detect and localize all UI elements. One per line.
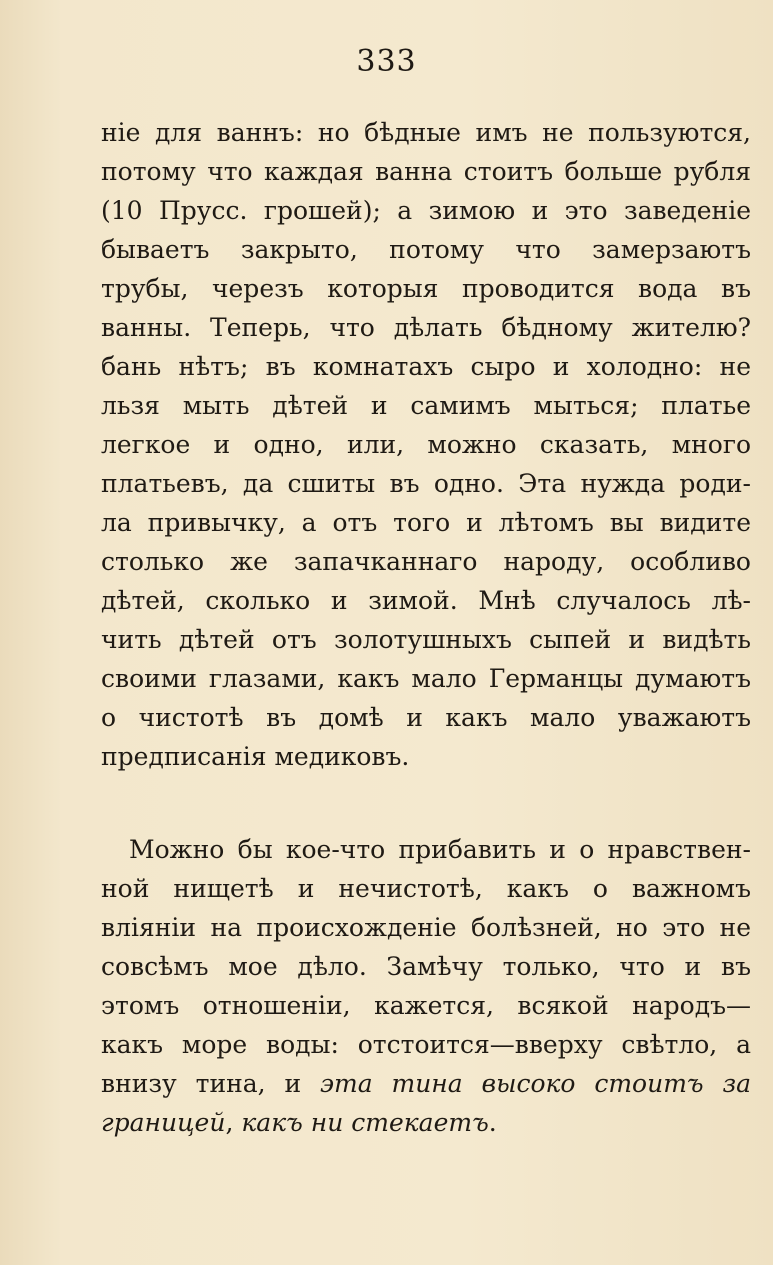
text-line: о чистотѣ въ домѣ и какъ мало уважаютъ: [101, 703, 751, 732]
text-line: (10 Прусс. грошей); а зимою и это заведеніе: [101, 196, 751, 225]
text-line: вліяніи на происхожденіе болѣзней, но это не: [101, 913, 751, 942]
text-line: льзя мыть дѣтей и самимъ мыться; платье: [101, 391, 751, 420]
text-line: совсѣмъ мое дѣло. Замѣчу только, что и въ: [101, 952, 751, 981]
text-line: ніе для ваннъ: но бѣдные имъ не пользуются,: [101, 118, 751, 147]
text-line-mixed: [101, 1103, 751, 1142]
text-line: бываетъ закрыто, потому что замерзаютъ: [101, 235, 751, 264]
text-line: этомъ отношеніи, кажется, всякой народъ—: [101, 991, 751, 1020]
text-line: какъ море воды: отстоится—вверху свѣтло, а: [101, 1030, 751, 1059]
text-line: чить дѣтей отъ золотушныхъ сыпей и видѣть: [101, 625, 751, 654]
plain-text: внизу тина, и: [101, 1069, 321, 1098]
text-line: ной нищетѣ и нечистотѣ, какъ о важномъ: [101, 874, 751, 903]
text-line: бань нѣтъ; въ комнатахъ сыро и холодно: не: [101, 352, 751, 381]
text-line: Можно бы кое-что прибавить и о нравствен-: [129, 835, 751, 864]
text-line: потому что каждая ванна стоитъ больше рубля: [101, 157, 751, 186]
text-line: своими глазами, какъ мало Германцы думаютъ: [101, 664, 751, 693]
text-line: легкое и одно, или, можно сказать, много: [101, 430, 751, 459]
page-number: 333: [356, 44, 417, 79]
plain-text: .: [488, 1108, 497, 1137]
plain-text: ,: [225, 1108, 242, 1137]
text-line: дѣтей, сколько и зимой. Мнѣ случалось лѣ-: [101, 586, 751, 615]
italic-text: границей: [101, 1108, 226, 1137]
paragraph-2: [101, 830, 751, 1142]
text-line: ла привычку, а отъ того и лѣтомъ вы видите: [101, 508, 751, 537]
italic-text: эта тина высоко стоитъ за: [320, 1069, 751, 1098]
text-line: предписанія медиковъ.: [101, 742, 410, 771]
text-line: столько же запачканнаго народу, особливо: [101, 547, 751, 576]
text-line-mixed: [101, 1064, 751, 1103]
text-line: платьевъ, да сшиты въ одно. Эта нужда роди-: [101, 469, 751, 498]
text-line: ванны. Теперь, что дѣлать бѣдному жителю?: [101, 313, 751, 342]
paragraph-1: [101, 113, 751, 776]
text-line: трубы, черезъ которыя проводится вода въ: [101, 274, 751, 303]
italic-text: какъ ни стекаетъ: [241, 1108, 489, 1137]
